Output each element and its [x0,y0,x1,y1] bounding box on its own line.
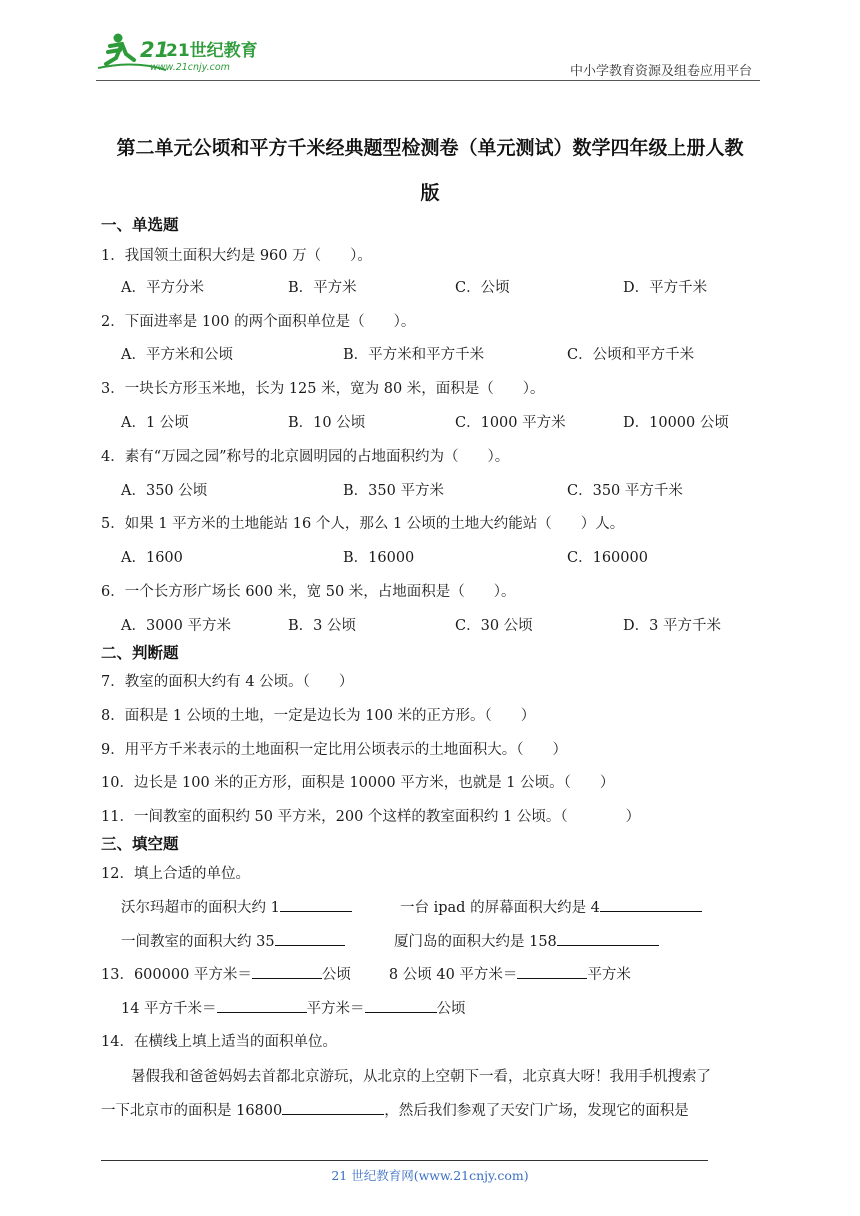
page-title-line1: 第二单元公顷和平方千米经典题型检测卷（单元测试）数学四年级上册人教 [116,137,744,159]
question-11: 11．一间教室的面积约 50 平方米，200 个这样的教室面积约 1 公顷。（ ） [101,809,641,825]
question-2-stem: 2．下面进率是 100 的两个面积单位是（ ）。 [101,314,416,330]
q12-item-classroom-text: 一间教室的面积大约 35 [121,934,275,950]
q12-item-ipad [400,896,702,917]
q13-text-4: 平方米 [587,967,631,983]
q2-option-c: C．公顷和平方千米 [567,347,695,363]
question-13-line2 [121,997,466,1018]
header-divider [96,80,760,81]
svg-text:www.21cnjy.com: www.21cnjy.com [150,62,230,73]
svg-text:21世纪教育: 21世纪教育 [166,41,258,61]
question-7: 7．教室的面积大约有 4 公顷。（ ） [101,674,354,690]
footer-link[interactable]: 21 世纪教育网(www.21cnjy.com) [331,1168,529,1183]
q12-item-ipad-text: 一台 ipad 的屏幕面积大约是 4 [400,900,600,916]
q1-option-d: D．平方千米 [623,280,708,296]
q14-text-1: 一下北京市的面积是 16800 [101,1103,283,1119]
q13-text-5: 14 平方千米＝ [121,1001,217,1017]
q1-option-c: C．公顷 [455,280,510,296]
q12-item-walmart [121,896,352,917]
answer-blank[interactable] [252,964,322,979]
question-1-stem: 1．我国领土面积大约是 960 万（ ）。 [101,248,372,264]
section-heading-single-choice: 一、单选题 [101,216,179,234]
q4-option-c: C．350 平方千米 [567,483,683,499]
q6-option-d: D．3 平方千米 [623,618,721,634]
q13-text-3: 8 公顷 40 平方米＝ [388,967,518,983]
question-5-stem: 5．如果 1 平方米的土地能站 16 个人，那么 1 公顷的土地大约能站（ ）人。 [101,516,625,532]
page-header [96,30,760,80]
q12-item-classroom [121,930,345,951]
q13-text-1: 13．600000 平方米＝ [101,967,252,983]
q14-passage-line1: 暑假我和爸爸妈妈去首都北京游玩，从北京的上空朝下一看，北京真大呀！我用手机搜索了 [131,1069,711,1085]
q4-option-a: A．350 公顷 [121,483,208,499]
q6-option-b: B．3 公顷 [288,618,356,634]
q3-option-b: B．10 公顷 [288,415,366,431]
q5-option-c: C．160000 [567,550,648,566]
section-heading-true-false: 二、判断题 [101,644,179,662]
question-6-stem: 6．一个长方形广场长 600 米，宽 50 米，占地面积是（ ）。 [101,584,516,600]
question-8: 8．面积是 1 公顷的土地，一定是边长为 100 米的正方形。（ ） [101,708,536,724]
q3-option-d: D．10000 公顷 [623,415,729,431]
question-4-stem: 4．素有“万园之园”称号的北京圆明园的占地面积约为（ ）。 [101,449,510,465]
answer-blank[interactable] [557,931,659,946]
page-title-line2: 版 [420,182,440,204]
answer-blank[interactable] [275,931,345,946]
q13-text-6: 平方米＝ [306,1001,365,1017]
answer-blank[interactable] [517,964,587,979]
logo-21cnjy [96,30,266,76]
answer-blank[interactable] [217,998,307,1013]
q13-text-2: 公顷 [321,967,351,983]
question-13-line1 [101,963,631,984]
svg-text:21: 21 [140,38,170,62]
q12-item-walmart-text: 沃尔玛超市的面积大约 1 [121,900,280,916]
q5-option-b: B．16000 [343,550,415,566]
question-14-stem: 14．在横线上填上适当的面积单位。 [101,1034,337,1050]
q3-option-a: A．1 公顷 [121,415,189,431]
q3-option-c: C．1000 平方米 [455,415,566,431]
answer-blank[interactable] [282,1100,384,1115]
question-3-stem: 3．一块长方形玉米地，长为 125 米，宽为 80 米，面积是（ ）。 [101,381,545,397]
section-heading-fill-blank: 三、填空题 [101,835,179,853]
footer-divider [101,1160,708,1161]
q14-text-2: ，然后我们参观了天安门广场，发现它的面积是 [384,1103,689,1119]
q6-option-a: A．3000 平方米 [121,618,231,634]
q4-option-b: B．350 平方米 [343,483,444,499]
q1-option-a: A．平方分米 [121,280,204,296]
q1-option-b: B．平方米 [288,280,357,296]
q5-option-a: A．1600 [121,550,183,566]
q2-option-b: B．平方米和平方千米 [343,347,485,363]
q2-option-a: A．平方米和公顷 [121,347,233,363]
site-name: 中小学教育资源及组卷应用平台 [569,64,752,79]
question-12-stem: 12．填上合适的单位。 [101,866,250,882]
q12-item-xiamen-text: 厦门岛的面积大约是 158 [394,934,557,950]
q12-item-xiamen [394,930,659,951]
question-10: 10．边长是 100 米的正方形，面积是 10000 平方米，也就是 1 公顷。（ ） [101,775,615,791]
answer-blank[interactable] [600,897,702,912]
q14-passage-line2 [101,1099,689,1120]
q13-text-7: 公顷 [436,1001,466,1017]
answer-blank[interactable] [280,897,352,912]
q6-option-c: C．30 公顷 [455,618,533,634]
question-9: 9．用平方千米表示的土地面积一定比用公顷表示的土地面积大。（ ） [101,742,567,758]
answer-blank[interactable] [365,998,437,1013]
